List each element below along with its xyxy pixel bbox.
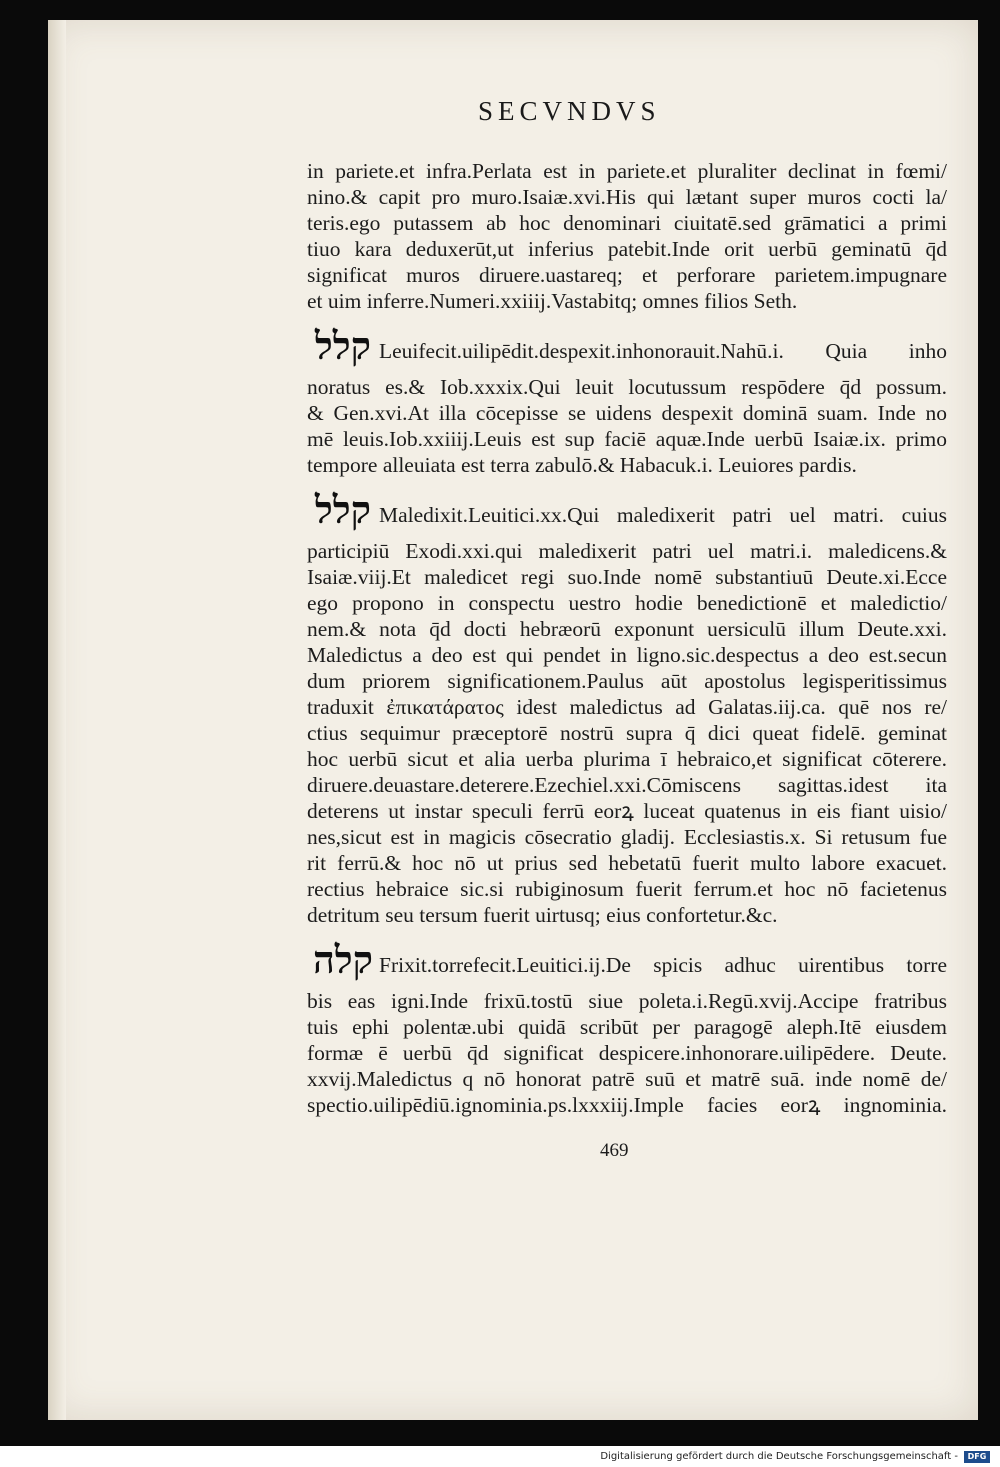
text-line: tiuo kara deduxerūt,ut inferius patebit.Inde orit uerbū geminatū q̄d — [307, 237, 947, 261]
entry-body — [307, 988, 947, 1118]
digitization-footer — [0, 1446, 1000, 1467]
entry-headline — [307, 937, 947, 982]
text-line: significat muros diruere.uastareq; et perforare parietem.impugnare — [307, 263, 947, 287]
entry-body — [307, 374, 947, 478]
hebrew-headword: קלה — [313, 937, 373, 982]
hebrew-headword: קלל — [315, 487, 371, 532]
text-line: Maledictus a deo est qui pendet in ligno.sic.despectus a deo est.secun — [307, 643, 947, 667]
entry-headline — [307, 323, 947, 368]
text-line: xxvij.Maledictus q nō honorat patrē suū et matrē suā. inde nomē de/ — [307, 1067, 947, 1091]
text-line: formæ ē uerbū q̄d significat despicere.inhonorare.uilipēdere. Deute. — [307, 1041, 947, 1065]
entry-headline — [307, 487, 947, 532]
text-line: noratus es.& Iob.xxxix.Qui leuit locutussum respōdere q̄d possum. — [307, 375, 947, 399]
text-line: et uim inferre.Numeri.xxiiij.Vastabitq; omnes filios Seth. — [307, 289, 798, 313]
text-line: tempore alleuiata est terra zabulō.& Habacuk.i. Leuiores pardis. — [307, 453, 857, 477]
dfg-logo: DFG — [964, 1451, 990, 1463]
lexicon-entry — [307, 937, 947, 1118]
text-line: detritum seu tersum fuerit uirtusq; eius confortetur.&c. — [307, 903, 778, 927]
text-line: nino.& capit pro muro.Isaiæ.xvi.His qui lætant super muros cocti la/ — [307, 185, 947, 209]
text-line: in pariete.et infra.Perlata est in pariete.et pluraliter declinat in fœmi/ — [307, 159, 947, 183]
text-line: teris.ego putassem ab hoc denominari ciuitatē.sed grāmatici a primi — [307, 211, 947, 235]
page-edge — [48, 20, 66, 1420]
text-line: Isaiæ.viij.Et maledicet regi suo.Inde nomē substantiuū Deute.xi.Ecce — [307, 565, 947, 589]
hebrew-headword: קלל — [315, 323, 371, 368]
text-line: dum priorem significationem.Paulus aūt apostolus legisperitissimus — [307, 669, 947, 693]
text-line: ctius sequimur præceptorē nostrū supra q̄ dici queat fidelē. geminat — [307, 721, 947, 745]
text-line: tuis ephi polentæ.ubi quidā scribūt per paragogē aleph.Itē eiusdem — [307, 1015, 947, 1039]
text-line: hoc uerbū sicut et alia uerba plurima ī hebraico,et significat cōterere. — [307, 747, 947, 771]
text-line: participiū Exodi.xxi.qui maledixerit patri uel matri.i. maledicens.& — [307, 539, 947, 563]
text-line: mē leuis.Iob.xxiiij.Leuis est sup faciē aquæ.Inde uerbū Isaiæ.ix. primo — [307, 427, 947, 451]
text-line: diruere.deuastare.deterere.Ezechiel.xxi.Cōmiscens sagittas.idest ita — [307, 773, 947, 797]
text-line: nes,sicut est in magicis cōsecratio gladij. Ecclesiastis.x. Si retusum fue — [307, 825, 947, 849]
text-line: ego propono in conspectu uestro hodie benedictionē et maledictio/ — [307, 591, 947, 615]
entry-body — [307, 538, 947, 928]
text-line: rit ferrū.& hoc nō ut prius sed hebetatū fuerit multo labore exacuet. — [307, 851, 947, 875]
text-line: spectio.uilipēdiū.ignominia.ps.lxxxiij.Imple facies eorꝝ ingnominia. — [307, 1093, 947, 1117]
lexicon-entry — [307, 323, 947, 478]
funding-credit: Digitalisierung gefördert durch die Deutsche Forschungsgemeinschaft - — [600, 1451, 958, 1462]
running-head: SECVNDVS — [478, 96, 661, 126]
text-line: & Gen.xvi.At illa cōcepisse se uidens despexit dominā suam. Inde no — [307, 401, 947, 425]
lexicon-entry — [307, 487, 947, 928]
entry-first-line: Leuifecit.uilipēdit.despexit.inhonorauit.Nahū.i. Quia inho — [379, 339, 947, 363]
text-line: deterens ut instar speculi ferrū eorꝝ luceat quatenus in eis fiant uisio/ — [307, 799, 947, 823]
entry-first-line: Frixit.torrefecit.Leuitici.ij.De spicis adhuc uirentibus torre — [379, 953, 947, 977]
folio-number: 469 — [600, 1140, 629, 1161]
text-block — [307, 158, 947, 1118]
text-line: bis eas igni.Inde frixū.tostū siue poleta.i.Regū.xvij.Accipe fratribus — [307, 989, 947, 1013]
text-line: nem.& nota q̄d docti hebræorū exponunt uersiculū illum Deute.xxi. — [307, 617, 947, 641]
entry-first-line: Maledixit.Leuitici.xx.Qui maledixerit patri uel matri. cuius — [379, 503, 947, 527]
intro-paragraph — [307, 158, 947, 314]
text-line: traduxit ἐπικατάρατος idest maledictus ad Galatas.iij.ca. quē nos re/ — [307, 695, 947, 719]
text-line: rectius hebraice sic.si rubiginosum fuerit ferrum.et hoc nō facietenus — [307, 877, 947, 901]
